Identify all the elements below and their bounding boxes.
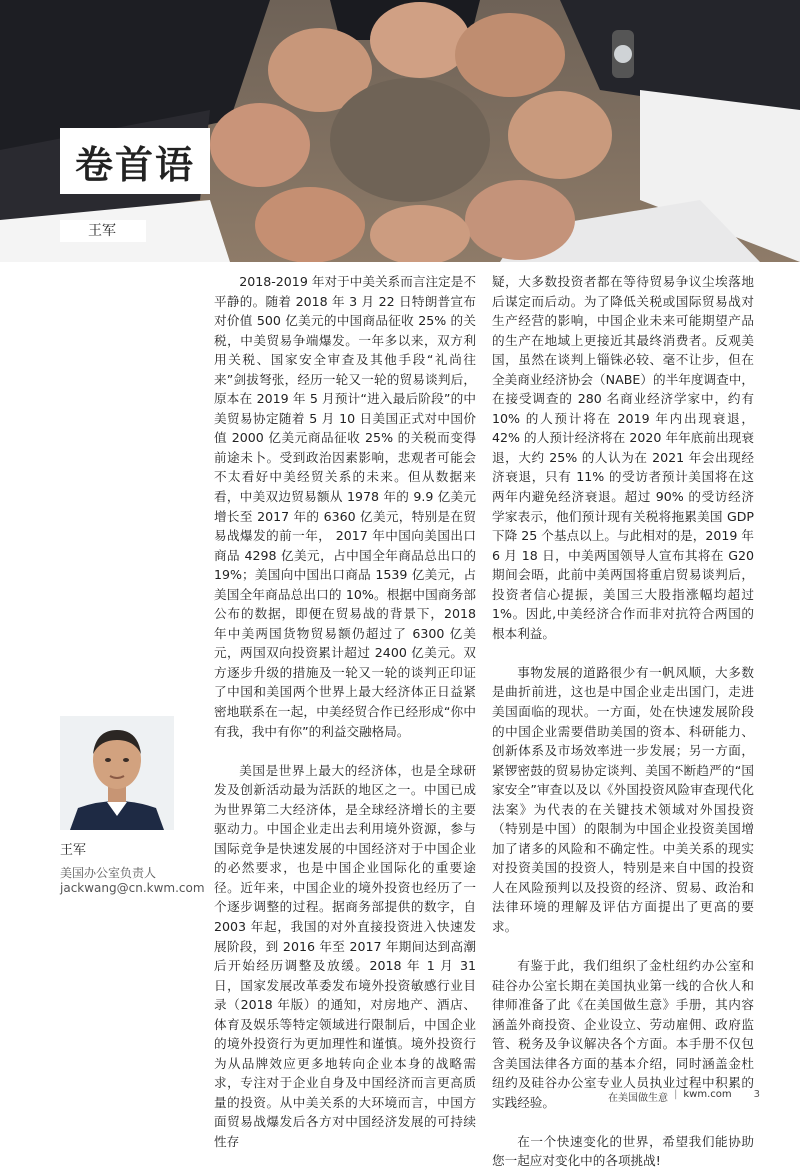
paragraph: 2018-2019 年对于中美关系而言注定是不平静的。随着 2018 年 3 月 22 日特朗普宣布对价值 500 亿美元的中国商品征收 25% 的关税，中美贸易争端爆发。一年多以来，双方利用关税、国家安全审查及其他手段“礼尚往来”剑拔弩张，经历一轮又一轮的贸易谈判后，原本在 2019 年 5 月预计“进入最后阶段”的中美贸易协定随着 5 月 10 日美国正式对中国价值 2000 亿美元商品征收 25% 的关税而变得前途未卜。受到政治因素影响，悲观者可能会不太看好中美经贸关系的未来。但从数据来看，中美双边贸易额从 1978 年的 9.9 亿美元增长至 2017 年的 6360 亿美元，特别是在贸易战爆发的前一年， 2017 年中国向美国出口商品 4298 亿美元，占中国全年商品总出口的 19%；美国向中国出口商品 1539 亿美元，占美国全年商品总出口的 10%。根据中国商务部公布的数据，即便在贸易战的背景下，2018 年中美两国货物贸易额仍超过了 6300 亿美元，两国双向投资累计超过 2400 亿美元。双方逐步升级的措施及一轮又一轮的谈判正印证了中国和美国两个世界上最大经济体正日益紧密地联系在一起，中美经贸合作已经形成“你中有我，我中有你”的利益交融格局。 [214,274,476,739]
footer-publication: 在美国做生意 [608,1093,668,1104]
header-photo [0,0,800,262]
text-column-right [492,272,754,1171]
paragraph: 事物发展的道路很少有一帆风顺，大多数是曲折前进，这也是中国企业走出国门，走进美国面临的现状。一方面，处在快速发展阶段的中国企业需要借助美国的资本、科研能力、创新体系及市场效率进一步发展；另一方面，紧锣密鼓的贸易协定谈判、美国不断趋严的“国家安全”审查以及以《外国投资风险审查现代化法案》为代表的在关键技术领域对外国投资（特别是中国）的限制为中国企业投资美国增加了诸多的风险和不确定性。中美关系的现实对投资美国的投资人，特别是来自中国的投资人在风险预判以及投资的经济、贸易、政治和法律环境的理解及评估方面提出了更高的要求。 [492,664,754,934]
author-role: 美国办公室负责人 [60,866,157,880]
text-column-left [214,272,476,1152]
paragraph: 有鉴于此，我们组织了金杜纽约办公室和硅谷办公室长期在美国执业第一线的合伙人和律师准备了此《在美国做生意》手册，其内容涵盖外商投资、企业设立、劳动雇佣、政府监管、税务及争议解决各个方面。本手册不仅包含美国法律各方面的基本介绍，同时涵盖金杜纽约及硅谷办公室专业人员执业过程中积累的实践经验。 [492,958,754,1110]
paragraph: 美国是世界上最大的经济体，也是全球研发及创新活动最为活跃的地区之一。中国已成为世界第二大经济体，是全球经济增长的主要驱动力。中国企业走出去利用境外资源，参与国际竞争是快速发展的中国经济对于中国企业的必然要求，也是中国企业国际化的重要途径。近年来，中国企业的境外投资也经历了一个逐步调整的过程。据商务部提供的数字，自 2003 年起，我国的对外直接投资进入快速发展阶段，到 2016 年至 2017 年期间达到高潮后开始经历调整及放缓。2018 年 1 月 31 日，国家发展改革委发布境外投资敏感行业目录（2018 年版）的通知，对房地产、酒店、体育及娱乐等特定领域进行限制后，中国企业的境外投资行为更加理性和谨慎。境外投资行为从品牌效应更多地转向企业本身的战略需求，专注对于企业自身及中国经济而言更高质量的投资。从中美关系的大环境而言，中国方面贸易战爆发后各方对中国经济发展的可持续性存 [214,762,476,1150]
paragraph: 疑，大多数投资者都在等待贸易争议尘埃落地后谋定而后动。为了降低关税或国际贸易战对生产经营的影响，中国企业未来可能期望产品的生产在地域上更接近其最终消费者。反观美国，虽然在谈判上锱铢必较、毫不让步，但在全美商业经济协会（NABE）的半年度调查中，在接受调查的 280 名商业经济学家中，约有 10% 的人预计将在 2019 年内出现衰退，42% 的人预计经济将在 2020 年年底前出现衰退，大约 25% 的人认为在 2021 年会出现经济衰退，只有 11% 的受访者预计美国将在这两年内避免经济衰退。超过 90% 的受访经济学家表示，他们预计现有关税将拖累美国 GDP 下降 25 个基点以上。与此相对的是，2019 年 6 月 18 日，中美两国领导人宣布其将在 G20 期间会晤，此前中美两国将重启贸易谈判后，投资者信心提振，美国三大股指涨幅均超过 1%。因此,中美经济合作而非对抗符合两国的根本利益。 [492,274,754,641]
portrait-illustration [60,716,174,830]
page-footer [600,1089,760,1105]
page-number: 3 [753,1089,760,1100]
author-email[interactable]: jackwang@cn.kwm.com [60,881,205,895]
footer-separator: | [674,1089,678,1100]
author-name: 王军 [60,843,87,858]
page-title: 卷首语 [74,142,195,187]
title-box [60,128,210,194]
footer-site-link[interactable]: kwm.com [683,1089,732,1100]
paragraph: 在一个快速变化的世界，希望我们能协助您一起应对变化中的各项挑战! [492,1133,754,1169]
author-tag: 王军 [60,220,146,242]
author-portrait [60,716,174,830]
